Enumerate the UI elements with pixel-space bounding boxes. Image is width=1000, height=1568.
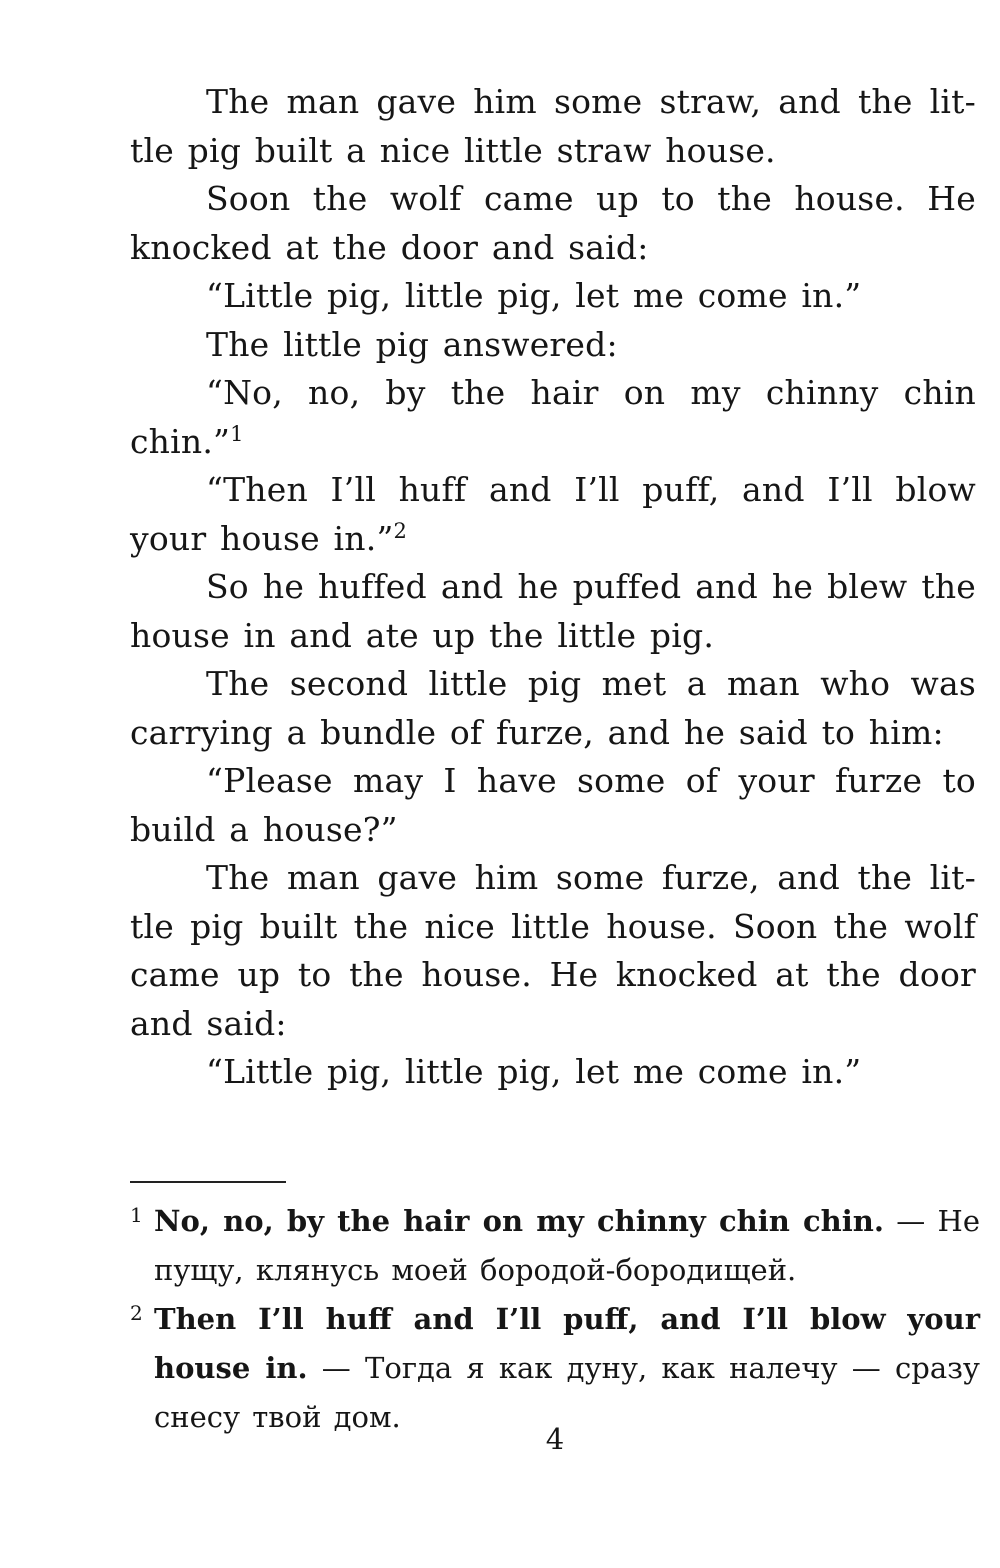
footnote-ref: 1 (230, 421, 244, 446)
footnote-number: 1 (130, 1203, 143, 1227)
paragraph: The second little pig met a man who was carrying a bundle of furze, and he said to him: (130, 664, 976, 752)
footnote-phrase: No, no, by the hair on my chinny chin chin. (154, 1204, 884, 1238)
footnote-ref: 2 (393, 518, 408, 543)
footnote (130, 1295, 980, 1442)
paragraph: “Little pig, little pig, let me come in.” (206, 1052, 862, 1091)
footnotes (130, 1197, 980, 1442)
footnote-divider (130, 1181, 286, 1183)
footnote (130, 1197, 980, 1295)
paragraph (130, 466, 976, 563)
paragraph (130, 369, 976, 466)
paragraph: The little pig answered: (206, 324, 618, 364)
paragraph: “Please may I have some of your furze to build a house?” (130, 761, 976, 849)
paragraph-text: “No, no, by the hair on my chinny chin chin.” (130, 373, 976, 461)
paragraph: Soon the wolf came up to the house. He knocked at the door and said: (130, 179, 976, 267)
paragraph: So he huffed and he puffed and he blew the house in and ate up the little pig. (130, 567, 976, 655)
footnote-translation: — Тогда я как дуну, как налечу — сразу снесу твой дом. (154, 1351, 980, 1434)
paragraph: The man gave him some furze, and the lit-tle pig built the nice little house. Soon the wolf came up to the house. He knocked at the door and said: (130, 858, 976, 1043)
footnote-number: 2 (130, 1301, 143, 1325)
footnote-translation: — Не пущу, клянусь моей бородой-бородищей. (154, 1204, 980, 1287)
paragraph-text: “Then I’ll huff and I’ll puff, and I’ll blow your house in.” (130, 470, 976, 558)
story-text (130, 78, 976, 1097)
paragraph: “Little pig, little pig, let me come in.” (206, 276, 862, 315)
page-number: 4 (545, 1422, 565, 1456)
paragraph: The man gave him some straw, and the lit-tle pig built a nice little straw house. (130, 82, 976, 170)
footnote-phrase: Then I’ll huff and I’ll puff, and I’ll blow your house in. (154, 1302, 980, 1385)
